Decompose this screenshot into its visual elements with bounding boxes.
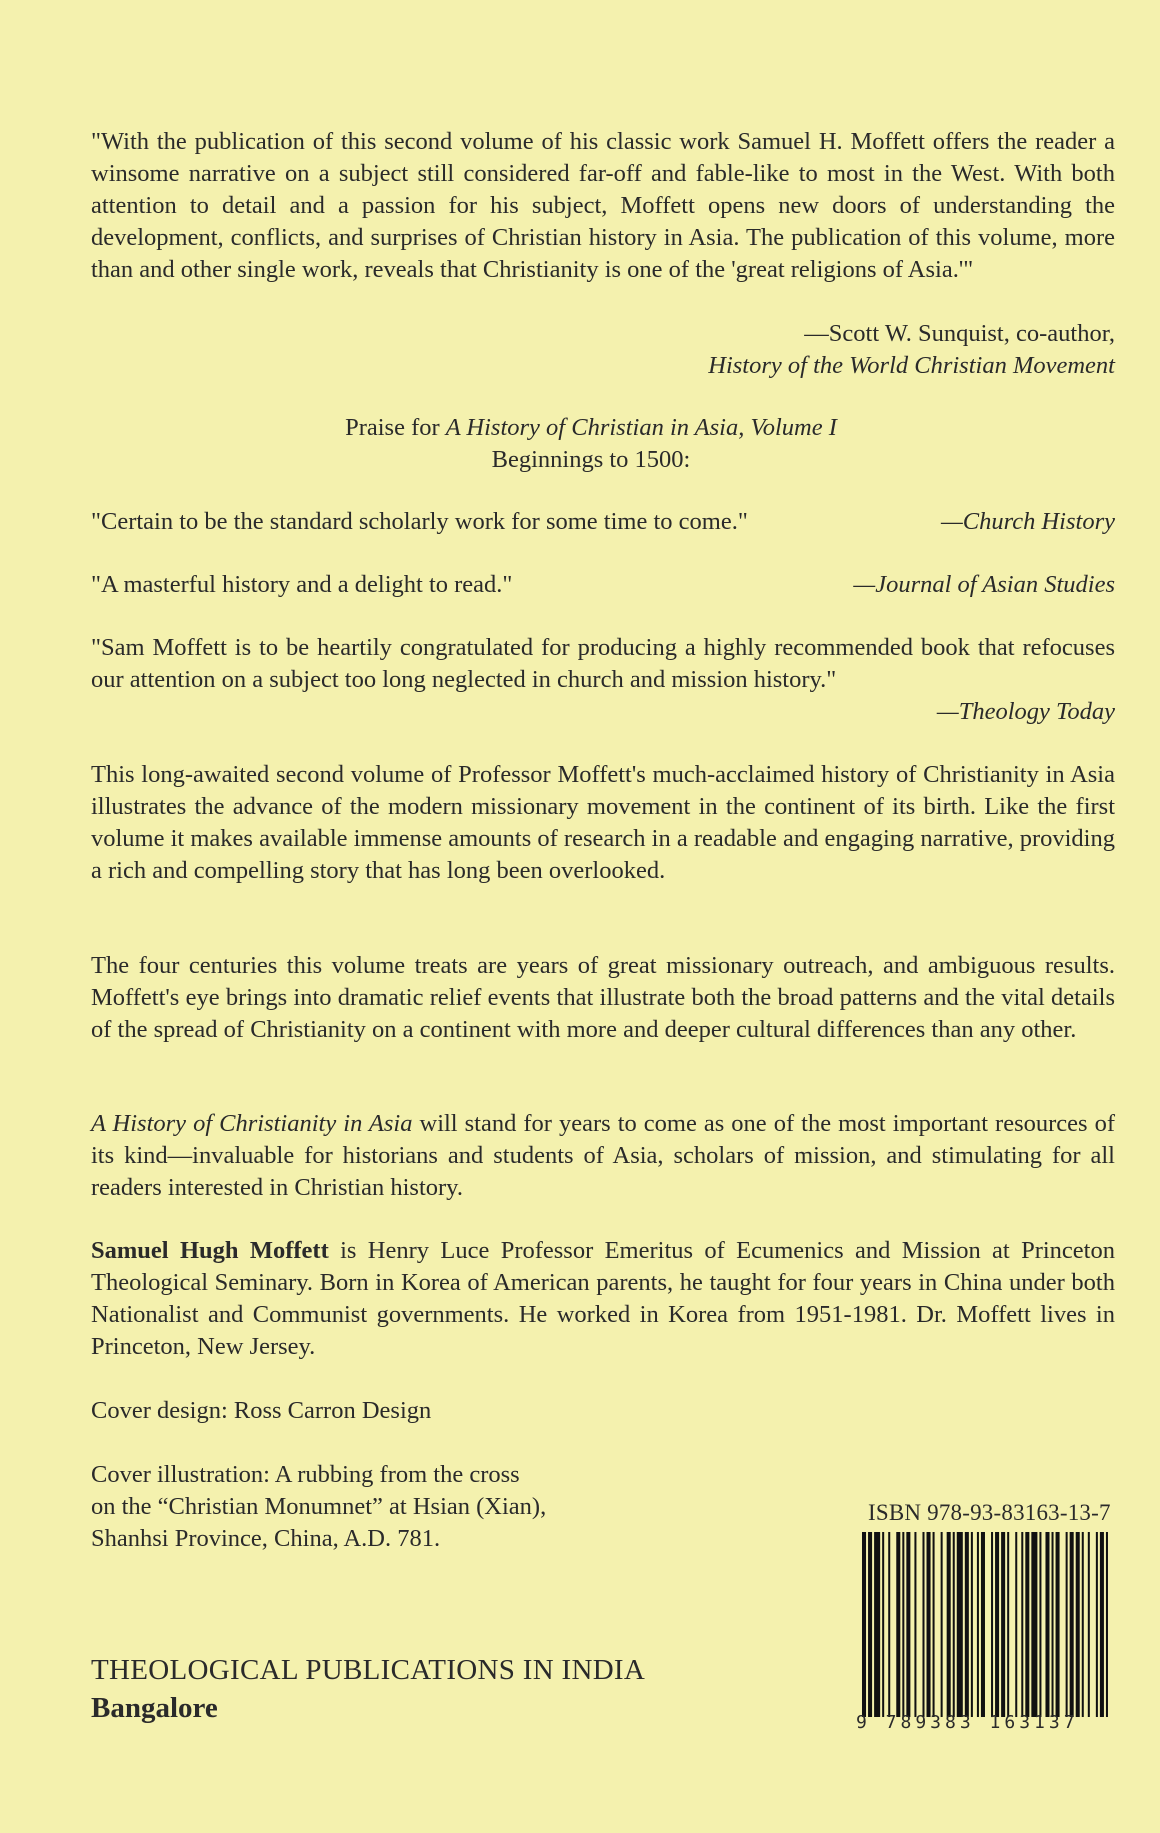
closing-book-title: A History of Christianity in Asia (91, 1110, 413, 1137)
barcode-bar (1088, 1532, 1090, 1717)
barcode-bar (991, 1532, 993, 1717)
barcode-bar (914, 1532, 916, 1717)
barcode-bar (1001, 1532, 1005, 1717)
praise-quote: "A masterful history and a delight to read." (91, 571, 513, 598)
barcode-bar (933, 1532, 935, 1717)
barcode-digits: 9 789383 163137 (856, 1712, 1079, 1733)
barcode-bar (953, 1532, 955, 1717)
barcode-bar (995, 1532, 999, 1717)
barcode-bar (965, 1532, 969, 1717)
barcode-bar (1056, 1532, 1060, 1717)
barcode-bar (1025, 1532, 1029, 1717)
publisher-imprint (91, 1651, 645, 1727)
barcode-bar (981, 1532, 985, 1717)
closing-text: will stand for years to come as one of the most important resources of its kind—invaluable for historians and students of Asia, scholars of mission, and stimulating for all readers interested in Christian history. (91, 1110, 1115, 1201)
praise-source: —Journal of Asian Studies (853, 571, 1115, 598)
barcode-bar (906, 1532, 910, 1717)
barcode-bar (947, 1532, 951, 1717)
barcode-bar (1021, 1532, 1023, 1717)
author-name: Samuel Hugh Moffett (91, 1237, 329, 1264)
barcode-bar (1096, 1532, 1098, 1717)
cover-illustration-credit (91, 1459, 691, 1555)
closing-paragraph (91, 1108, 1115, 1204)
barcode-bar (927, 1532, 931, 1717)
praise-subtitle: Beginnings to 1500: (491, 446, 691, 473)
barcode-bar (902, 1532, 904, 1717)
barcode-bar (922, 1532, 924, 1717)
author-bio-text: is Henry Luce Professor Emeritus of Ecumenics and Mission at Princeton Theological Seminary. Born in Korea of American parents, he taught for four years in China under both Nationalist and Communist governments. He worked in Korea from 1951-1981. Dr. Moffett lives in Princeton, New Jersey. (91, 1237, 1115, 1360)
praise-source-text: —Theology Today (936, 698, 1115, 725)
praise-heading (91, 412, 1091, 444)
barcode-bar (1045, 1532, 1049, 1717)
barcode-bar (1052, 1532, 1054, 1717)
author-bio (91, 1235, 1115, 1363)
publisher-city: Bangalore (91, 1692, 218, 1724)
barcode-bar (882, 1532, 884, 1717)
barcode-bar (977, 1532, 979, 1717)
praise-source (91, 696, 1115, 728)
praise-item (91, 569, 1115, 601)
barcode-bar (1070, 1532, 1074, 1717)
barcode-bar (1015, 1532, 1017, 1717)
barcode-bar (941, 1532, 943, 1717)
barcode-bar (1066, 1532, 1068, 1717)
praise-heading-prefix: Praise for (345, 414, 446, 441)
illustration-line: on the “Christian Monumnet” at Hsian (Xian), (91, 1493, 547, 1520)
review-quote-top: "With the publication of this second volume of his classic work Samuel H. Moffett offers the reader a winsome narrative on a subject still considered far-off and fable-like to most in the West. With both attention to detail and a passion for his subject, Moffett opens new doors of understanding the development, conflicts, and surprises of Christian history in Asia. The publication of this volume, more than and other single work, reveals that Christianity is one of the 'great religions of Asia.'" (91, 128, 1115, 283)
barcode-bar (1100, 1532, 1104, 1717)
barcode-image (862, 1532, 1112, 1717)
praise-quote-long: "Sam Moffett is to be heartily congratulated for producing a highly recommended book that refocuses our attention on a subject too long neglected in church and mission history." (91, 634, 1115, 693)
praise-source: —Church History (940, 508, 1115, 535)
barcode-bar (971, 1532, 973, 1717)
barcode-bar (868, 1532, 872, 1717)
publisher-name: THEOLOGICAL PUBLICATIONS IN INDIA (91, 1654, 646, 1686)
barcode-bar (888, 1532, 890, 1717)
barcode-bar (1082, 1532, 1084, 1717)
barcode-bar (1076, 1532, 1080, 1717)
isbn-label: ISBN 978-93-83163-13-7 (868, 1500, 1111, 1525)
cover-design-credit: Cover design: Ross Carron Design (91, 1397, 432, 1424)
illustration-line: Shanhsi Province, China, A.D. 781. (91, 1525, 441, 1552)
review-attribution-title (91, 350, 1115, 382)
barcode-bar (1106, 1532, 1108, 1717)
description-paragraph: This long-awaited second volume of Professor Moffett's much-acclaimed history of Christianity in Asia illustrates the advance of the modern missionary movement in the continent of its birth. Like the first volume it makes available immense amounts of research in a readable and engaging narrative, providing a rich and compelling story that has long been overlooked. (91, 761, 1115, 884)
praise-heading-title: A History of Christian in Asia, Volume I (445, 414, 837, 441)
barcode-bar (957, 1532, 963, 1717)
praise-item (91, 506, 1115, 538)
review-attribution-book: History of the World Christian Movement (708, 352, 1115, 379)
barcode-bar (1031, 1532, 1037, 1717)
description-paragraph: The four centuries this volume treats are years of great missionary outreach, and ambiguous results. Moffett's eye brings into dramatic relief events that illustrate both the broad patterns and the vital details of the spread of Christianity on a continent with more and deeper cultural differences than any other. (91, 952, 1115, 1043)
review-attribution: —Scott W. Sunquist, co-author, (804, 320, 1115, 347)
barcode-bar (1039, 1532, 1041, 1717)
barcode-bar (896, 1532, 900, 1717)
barcode-bar (1007, 1532, 1009, 1717)
barcode-bar (874, 1532, 880, 1717)
barcode-bar (862, 1532, 866, 1717)
praise-quote: "Certain to be the standard scholarly work for some time to come." (91, 508, 748, 535)
illustration-line: Cover illustration: A rubbing from the cross (91, 1461, 520, 1488)
